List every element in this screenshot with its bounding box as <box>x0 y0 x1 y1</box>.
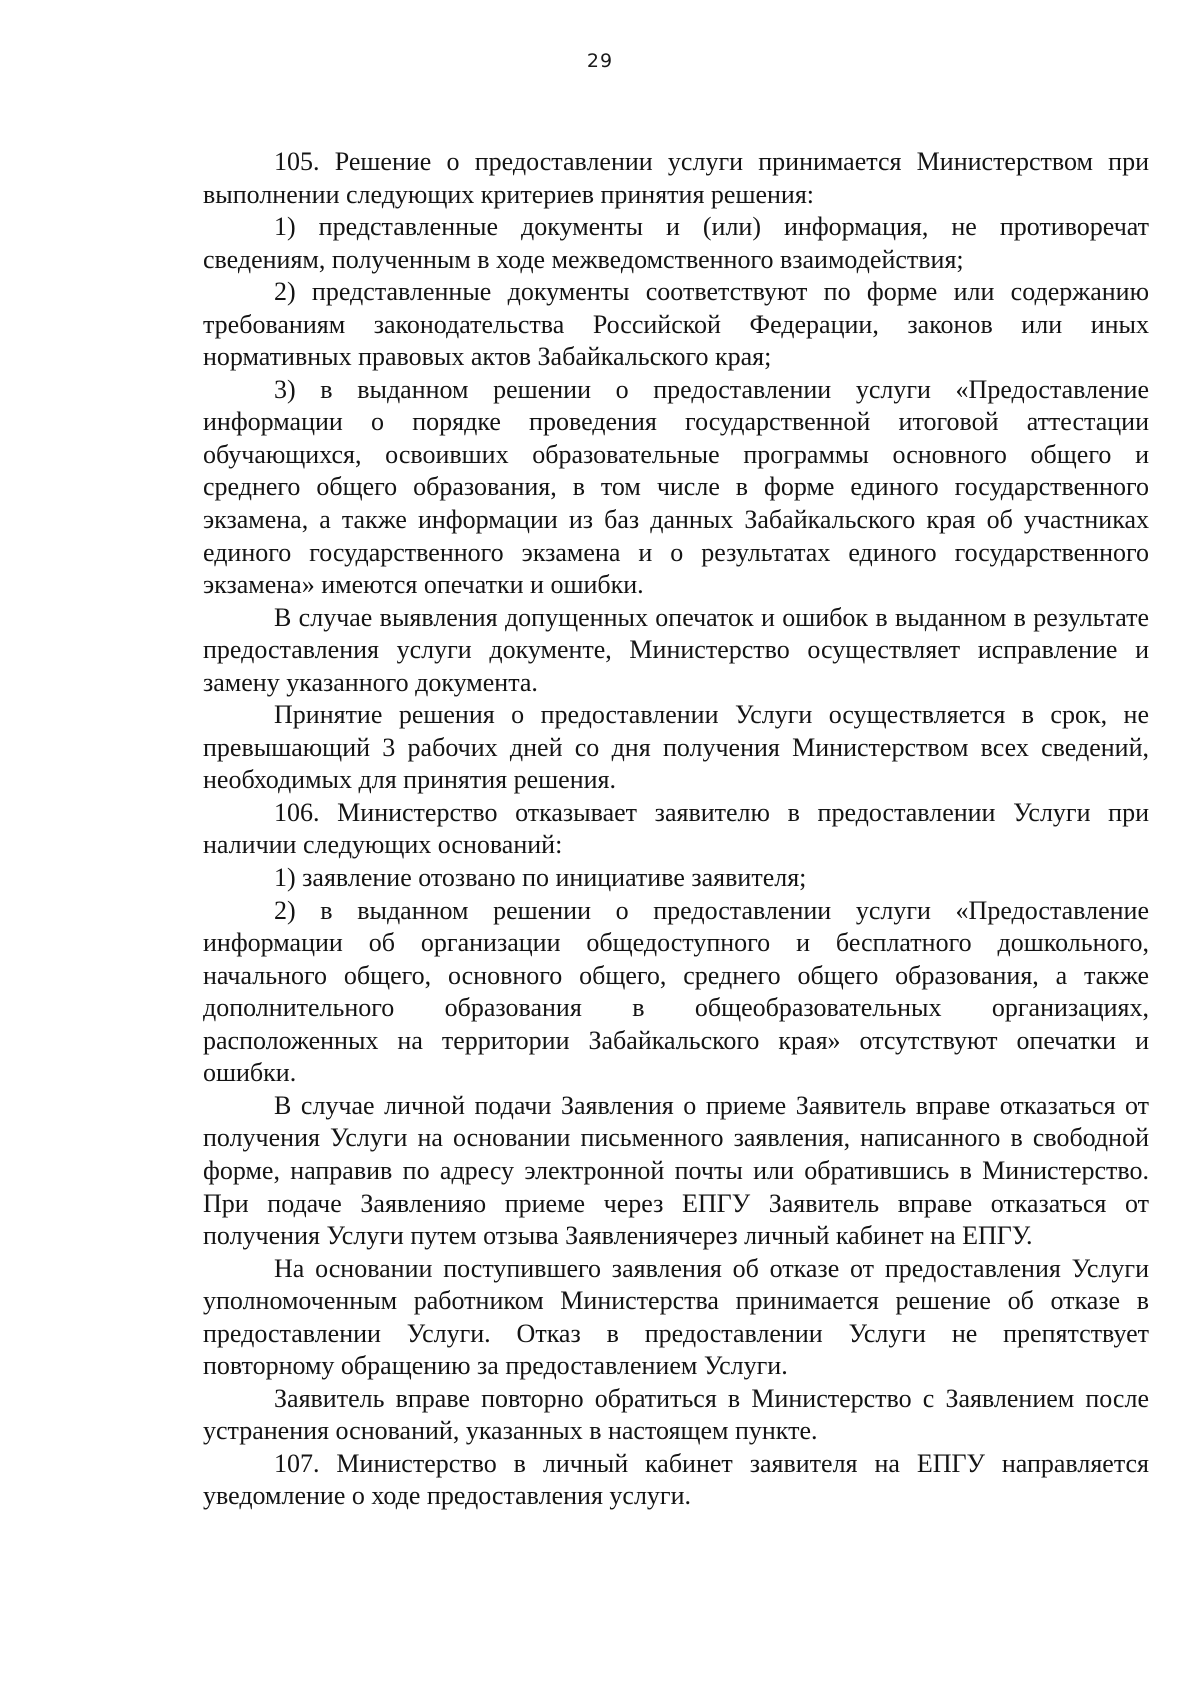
paragraph-106-item-1: 1) заявление отозвано по инициативе заявителя; <box>274 863 807 893</box>
paragraph-106: 106. Министерство отказывает заявителю в предоставлении Услуги при наличии следующих оснований: <box>203 797 1149 860</box>
paragraph-105-item-3: 3) в выданном решении о предоставлении услуги «Предоставление информации о порядке проведения государственной итоговой аттестации обучающихся, освоивших образовательные программы основного общего и среднего общего образования, в том числе в форме единого государственного экзамена, а также информации из баз данных Забайкальского края об участниках единого государственного экзамена и о результатах единого государственного экзамена» имеются опечатки и ошибки. <box>203 374 1149 600</box>
paragraph-errors-correction: В случае выявления допущенных опечаток и ошибок в выданном в результате предоставления услуги документе, Министерство осуществляет исправление и замену указанного документа. <box>203 602 1149 697</box>
page-number: 29 <box>586 50 614 72</box>
paragraph-105: 105. Решение о предоставлении услуги принимается Министерством при выполнении следующих критериев принятия решения: <box>203 147 1149 209</box>
paragraph-decision-deadline: Принятие решения о предоставлении Услуги осуществляется в срок, не превышающий 3 рабочих дней со дня получения Министерством всех сведений, необходимых для принятия решения. <box>203 700 1149 795</box>
paragraph-repeat-application: Заявитель вправе повторно обратиться в Министерство с Заявлением после устранения оснований, указанных в настоящем пункте. <box>203 1383 1149 1446</box>
paragraph-refusal-personal: В случае личной подачи Заявления о приеме Заявитель вправе отказаться от получения Услуги на основании письменного заявления, написанного в свободной форме, направив по адресу электронной почты или обратившись в Министерство. При подаче Заявленияо приеме через ЕПГУ Заявитель вправе отказаться от получения Услуги путем отзыва Заявлениячерез личный кабинет на ЕПГУ. <box>203 1090 1149 1251</box>
paragraph-106-item-2: 2) в выданном решении о предоставлении услуги «Предоставление информации об организации общедоступного и бесплатного дошкольного, начального общего, основного общего, среднего общего образования, а также дополнительного образования в общеобразовательных организациях, расположенных на территории Забайкальского края» отсутствуют опечатки и ошибки. <box>203 895 1149 1088</box>
paragraph-107: 107. Министерство в личный кабинет заявителя на ЕПГУ направляется уведомление о ходе предоставления услуги. <box>203 1448 1149 1511</box>
paragraph-105-item-1: 1) представленные документы и (или) информация, не противоречат сведениям, полученным в ходе межведомственного взаимодействия; <box>203 212 1149 274</box>
paragraph-refusal-decision: На основании поступившего заявления об отказе от предоставления Услуги уполномоченным работником Министерства принимается решение об отказе в предоставлении Услуги. Отказ в предоставлении Услуги не препятствует повторному обращению за предоставлением Услуги. <box>203 1253 1149 1381</box>
paragraph-105-item-2: 2) представленные документы соответствуют по форме или содержанию требованиям законодательства Российской Федерации, законов или иных нормативных правовых актов Забайкальского края; <box>203 277 1149 372</box>
document-body <box>203 146 1149 1513</box>
